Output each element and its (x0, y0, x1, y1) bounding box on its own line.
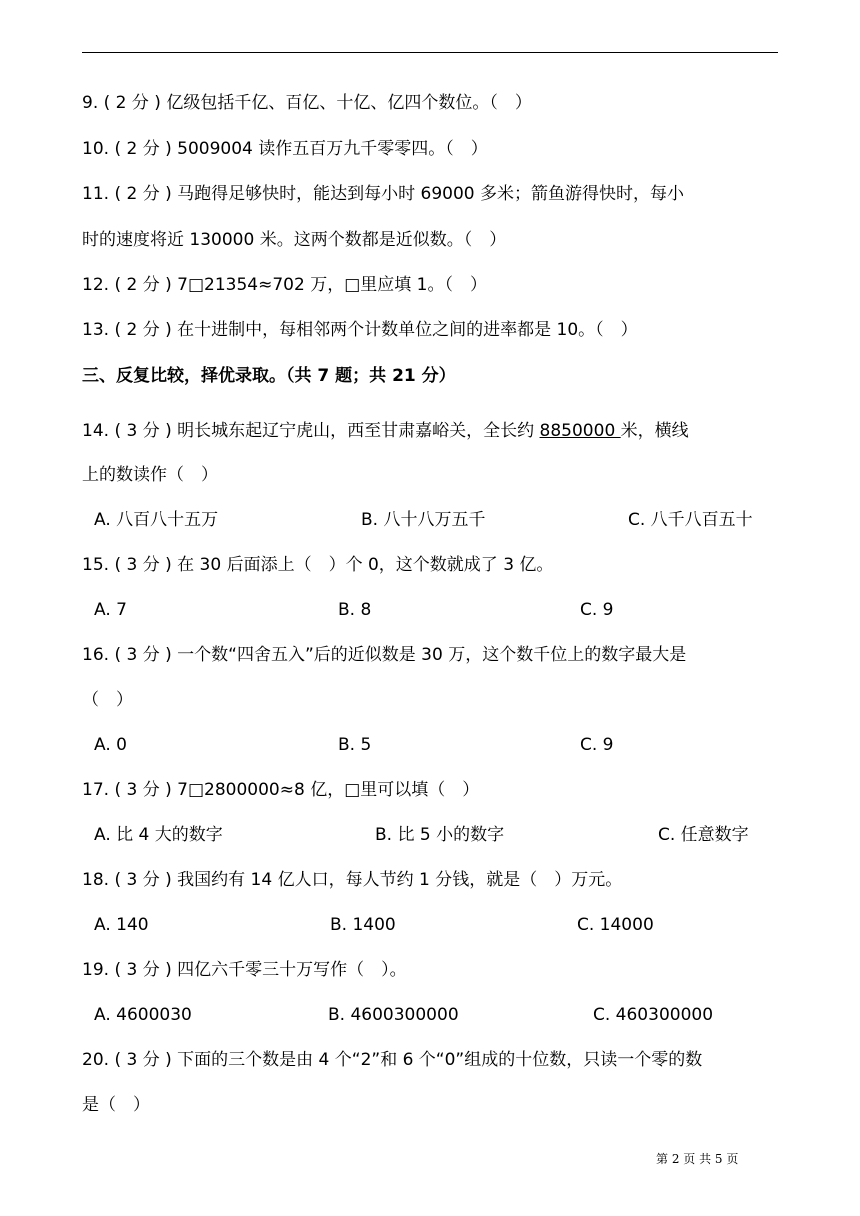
question-16-line-1: 16. ( 3 分 ) 一个数“四舍五入”后的近似数是 30 万，这个数千位上的数字最大是 (82, 645, 687, 665)
question-14-text-end: 米，横线 (620, 421, 689, 441)
question-20-line-2: 是（ ） (82, 1095, 150, 1115)
question-14-text: 14. ( 3 分 ) 明长城东起辽宁虎山，西至甘肃嘉峪关，全长约 (82, 421, 540, 441)
q18-option-a: A. 140 (94, 915, 149, 935)
underlined-number: 8850000 (539, 421, 621, 441)
q14-option-a: A. 八百八十五万 (94, 510, 219, 530)
q19-option-b: B. 4600300000 (328, 1005, 459, 1025)
header-rule (82, 52, 778, 53)
q17-option-c: C. 任意数字 (658, 825, 749, 845)
q14-option-c: C. 八千八百五十 (628, 510, 753, 530)
q18-option-c: C. 14000 (577, 915, 654, 935)
q16-option-b: B. 5 (338, 735, 372, 755)
q15-option-a: A. 7 (94, 600, 127, 620)
question-10: 10. ( 2 分 ) 5009004 读作五百万九千零零四。（ ） (82, 139, 488, 159)
question-17: 17. ( 3 分 ) 7□2800000≈8 亿，□里可以填（ ） (82, 780, 480, 800)
question-13: 13. ( 2 分 ) 在十进制中，每相邻两个计数单位之间的进率都是 10。（ ） (82, 320, 638, 340)
question-19: 19. ( 3 分 ) 四亿六千零三十万写作（ ）。 (82, 960, 407, 980)
page-footer: 第 2 页 共 5 页 (656, 1152, 739, 1166)
question-11-line-1: 11. ( 2 分 ) 马跑得足够快时，能达到每小时 69000 多米；箭鱼游得快时，每小 (82, 184, 685, 204)
q15-option-b: B. 8 (338, 600, 372, 620)
question-16-line-2: （ ） (82, 690, 133, 710)
question-14-line-2: 上的数读作（ ） (82, 465, 218, 485)
q16-option-a: A. 0 (94, 735, 127, 755)
question-14-line-1 (82, 419, 689, 443)
question-11-line-2: 时的速度将近 130000 米。这两个数都是近似数。（ ） (82, 230, 507, 250)
question-9: 9. ( 2 分 ) 亿级包括千亿、百亿、十亿、亿四个数位。（ ） (82, 93, 532, 113)
question-18: 18. ( 3 分 ) 我国约有 14 亿人口，每人节约 1 分钱，就是（ ）万元。 (82, 870, 623, 890)
q17-option-b: B. 比 5 小的数字 (375, 825, 505, 845)
q17-option-a: A. 比 4 大的数字 (94, 825, 223, 845)
q16-option-c: C. 9 (580, 735, 614, 755)
question-12: 12. ( 2 分 ) 7□21354≈702 万，□里应填 1。（ ） (82, 275, 487, 295)
q15-option-c: C. 9 (580, 600, 614, 620)
question-20-line-1: 20. ( 3 分 ) 下面的三个数是由 4 个“2”和 6 个“0”组成的十位数，只读一个零的数 (82, 1050, 703, 1070)
q19-option-a: A. 4600030 (94, 1005, 192, 1025)
q18-option-b: B. 1400 (330, 915, 396, 935)
q19-option-c: C. 460300000 (593, 1005, 714, 1025)
question-15: 15. ( 3 分 ) 在 30 后面添上（ ）个 0，这个数就成了 3 亿。 (82, 555, 554, 575)
q14-option-b: B. 八十八万五千 (361, 510, 486, 530)
section-3-heading: 三、反复比较，择优录取。（共 7 题；共 21 分） (82, 366, 456, 386)
